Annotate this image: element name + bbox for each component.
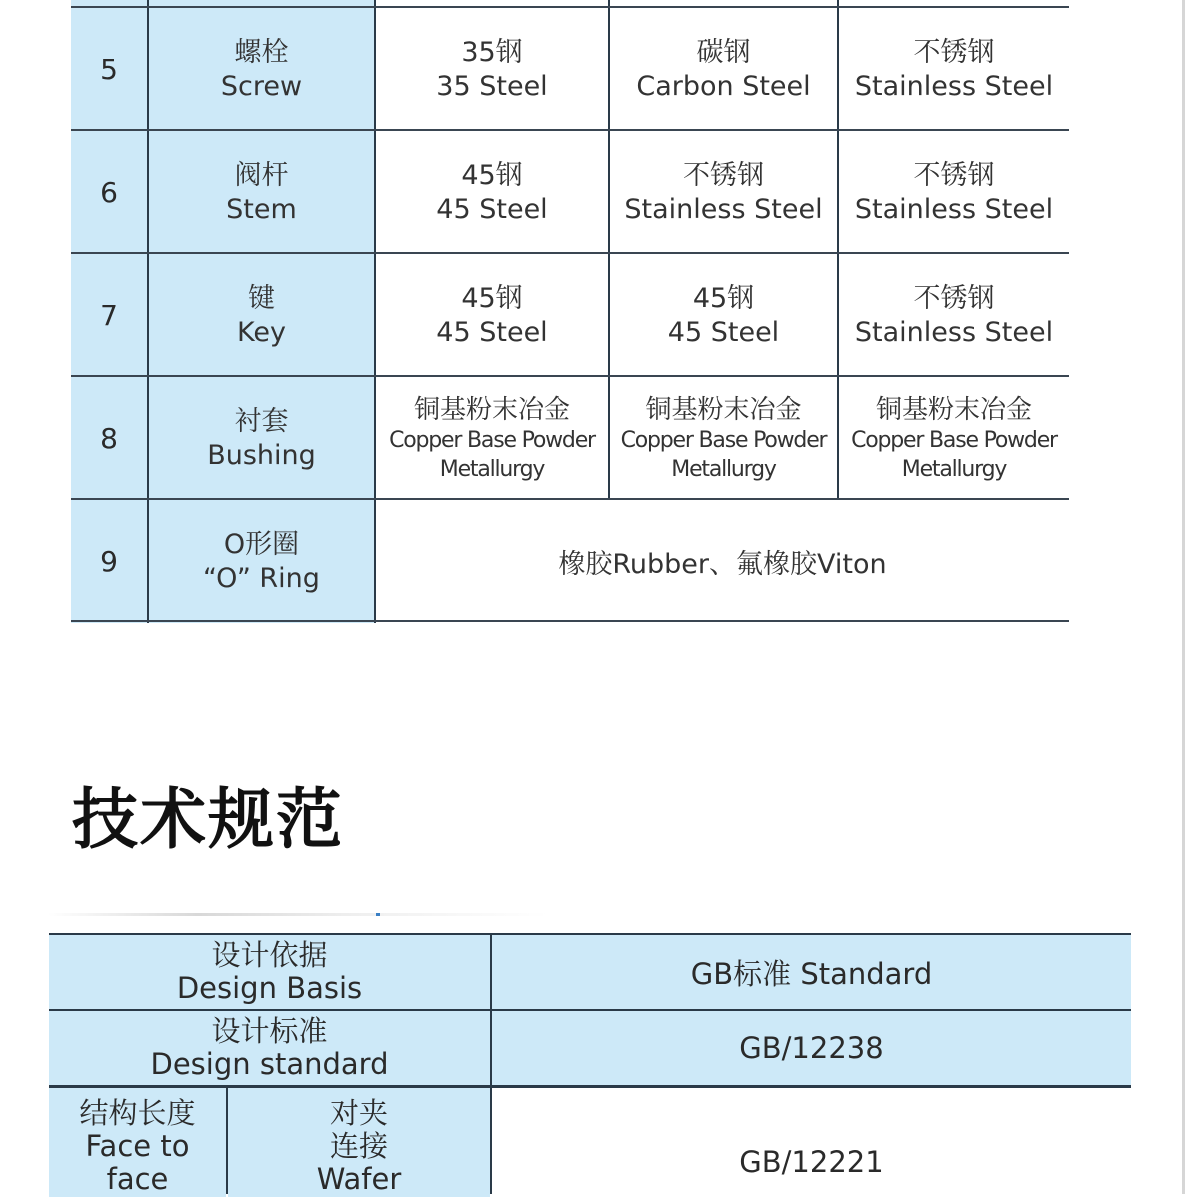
material-cell bbox=[839, 254, 1069, 377]
material-span-cell bbox=[376, 500, 1069, 623]
scan-artifact bbox=[48, 913, 548, 916]
wafer-en: Wafer bbox=[316, 1162, 402, 1196]
material-zh: 不锈钢 bbox=[683, 159, 764, 191]
material-zh: 35钢 bbox=[461, 36, 523, 68]
material-cell bbox=[839, 131, 1069, 254]
material-zh: 45钢 bbox=[461, 159, 523, 191]
design-basis-en: Design Basis bbox=[176, 971, 363, 1005]
material-cell bbox=[376, 8, 610, 131]
part-name-zh: 阀杆 bbox=[234, 159, 289, 191]
material-en: 35 Steel bbox=[436, 70, 548, 102]
part-name-zh: O形圈 bbox=[223, 528, 300, 560]
part-name-en: Screw bbox=[220, 70, 303, 102]
part-name-en: Stem bbox=[226, 193, 297, 225]
spec-table bbox=[49, 933, 1131, 1194]
material-en: Stainless Steel bbox=[624, 193, 823, 225]
design-standard-en: Design standard bbox=[150, 1047, 389, 1081]
row-number: 6 bbox=[71, 131, 149, 254]
material-zh: 铜基粉末冶金 bbox=[413, 394, 570, 425]
part-name-zh: 键 bbox=[248, 282, 275, 314]
table-row bbox=[71, 254, 1069, 377]
material-cell bbox=[610, 8, 839, 131]
row-number: 7 bbox=[71, 254, 149, 377]
section-title: 技术规范 bbox=[72, 781, 344, 858]
part-name-en: Bushing bbox=[207, 439, 316, 471]
wafer-connection-label bbox=[228, 1087, 490, 1197]
material-zh: 不锈钢 bbox=[913, 282, 995, 314]
face-to-face-zh: 结构长度 bbox=[79, 1096, 196, 1130]
scan-artifact-dot bbox=[376, 913, 380, 916]
material-cell bbox=[376, 131, 610, 254]
materials-table bbox=[71, 0, 1069, 622]
spec-rule bbox=[49, 1085, 1131, 1088]
design-basis-label bbox=[49, 935, 490, 1009]
wafer-zh: 对夹 bbox=[329, 1096, 388, 1130]
material-en: 45 Steel bbox=[436, 316, 548, 348]
material-en: Stainless Steel bbox=[854, 193, 1054, 225]
table-row bbox=[71, 500, 1069, 623]
design-basis-value bbox=[492, 935, 1131, 1009]
design-standard-zh: 设计标准 bbox=[211, 1014, 328, 1048]
material-en: Copper Base Powder bbox=[389, 427, 595, 453]
table-row bbox=[71, 377, 1069, 500]
material-zh: 铜基粉末冶金 bbox=[645, 394, 802, 425]
material-zh: 碳钢 bbox=[696, 36, 751, 68]
design-basis-zh: 设计依据 bbox=[211, 938, 328, 972]
row-number: 5 bbox=[71, 8, 149, 131]
part-name-en: Key bbox=[237, 316, 286, 348]
design-standard-value bbox=[492, 1011, 1131, 1085]
design-basis-value-text: GB标准 Standard bbox=[690, 956, 933, 991]
part-name bbox=[149, 254, 376, 377]
face-to-face-value-text: GB/12221 bbox=[739, 1145, 884, 1179]
material-span-text: 橡胶Rubber、氟橡胶Viton bbox=[558, 549, 887, 580]
material-en: Copper Base Powder bbox=[620, 427, 827, 453]
material-en: Copper Base Powder bbox=[851, 427, 1057, 453]
material-zh: 不锈钢 bbox=[913, 36, 995, 68]
spec-rule-top bbox=[49, 933, 1131, 935]
table-bottom-rule bbox=[71, 620, 1069, 622]
part-name-zh: 衬套 bbox=[234, 405, 289, 437]
material-zh: 不锈钢 bbox=[913, 159, 995, 191]
spec-rule bbox=[49, 1009, 1131, 1011]
part-name bbox=[149, 377, 376, 500]
material-en: Metallurgy bbox=[439, 456, 545, 482]
design-standard-value-text: GB/12238 bbox=[739, 1031, 884, 1065]
material-cell bbox=[839, 8, 1069, 131]
material-cell bbox=[376, 377, 610, 500]
spec-col-rule bbox=[226, 1087, 228, 1194]
material-en: 45 Steel bbox=[436, 193, 548, 225]
material-en: Carbon Steel bbox=[636, 70, 811, 102]
part-name-zh: 螺栓 bbox=[234, 36, 289, 68]
row-number: 8 bbox=[71, 377, 149, 500]
face-to-face-label bbox=[49, 1087, 226, 1197]
part-name bbox=[149, 131, 376, 254]
material-en: Metallurgy bbox=[901, 456, 1007, 482]
material-cell bbox=[839, 377, 1069, 500]
wafer-zh: 连接 bbox=[329, 1129, 388, 1163]
part-name bbox=[149, 8, 376, 131]
part-name bbox=[149, 500, 376, 623]
material-zh: 45钢 bbox=[692, 282, 755, 314]
row-number: 9 bbox=[71, 500, 149, 623]
table-row bbox=[71, 8, 1069, 131]
design-standard-label bbox=[49, 1011, 490, 1085]
part-name-en: “O” Ring bbox=[203, 562, 320, 594]
material-en: Metallurgy bbox=[671, 456, 776, 482]
material-zh: 45钢 bbox=[461, 282, 523, 314]
material-cell bbox=[610, 377, 839, 500]
material-zh: 铜基粉末冶金 bbox=[875, 394, 1032, 425]
table-row bbox=[71, 131, 1069, 254]
material-en: Stainless Steel bbox=[854, 70, 1054, 102]
face-to-face-value bbox=[492, 1087, 1131, 1197]
material-cell bbox=[610, 254, 839, 377]
face-to-face-en: Face to bbox=[85, 1129, 190, 1163]
material-en: Stainless Steel bbox=[854, 316, 1054, 348]
material-cell bbox=[376, 254, 610, 377]
material-en: 45 Steel bbox=[667, 316, 780, 348]
material-cell bbox=[610, 131, 839, 254]
face-to-face-en: face bbox=[106, 1162, 169, 1196]
spec-col-rule bbox=[490, 933, 492, 1194]
